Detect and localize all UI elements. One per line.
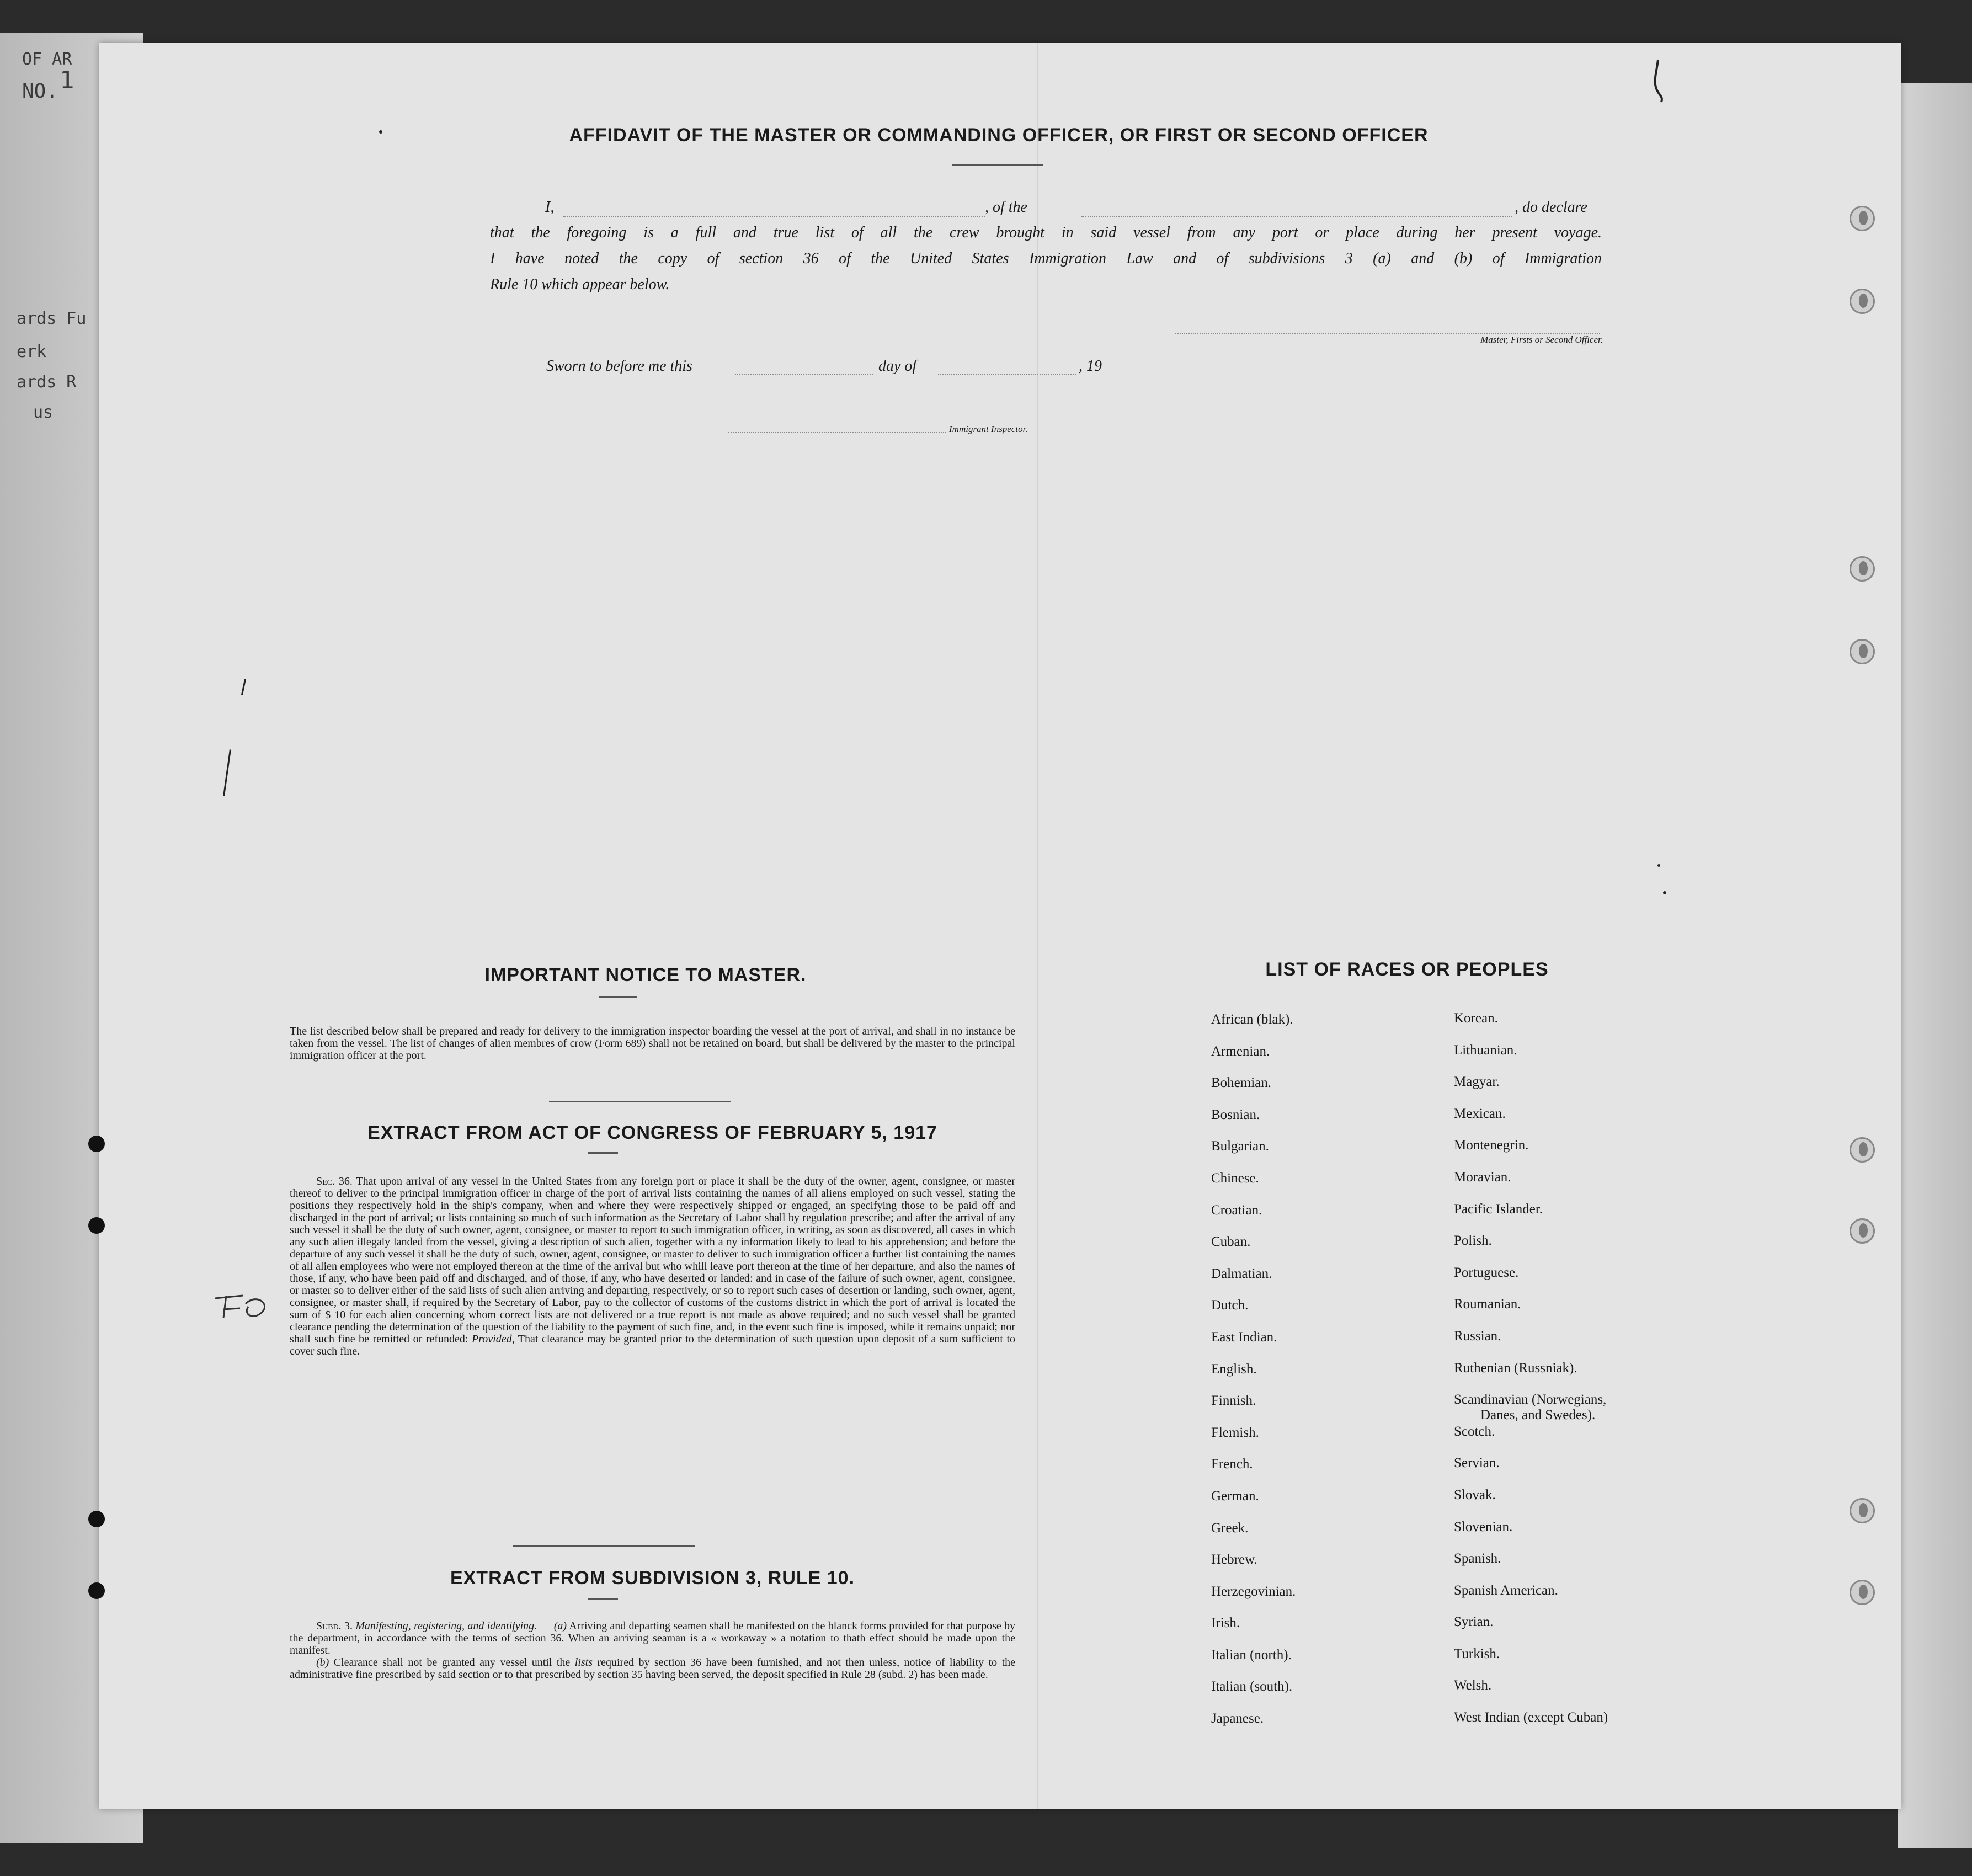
scrap-text: ards Fu (17, 309, 87, 328)
eyelet-hole (1850, 289, 1875, 314)
punch-hole (88, 1582, 105, 1599)
ink-scribble (1647, 57, 1669, 106)
act-sec-label: Sec. 36. (316, 1175, 353, 1187)
affidavit-line-2: that the foregoing is a full and true list of all the crew brought in said vessel from any port or place during her present voyage. (490, 224, 1602, 241)
act-rule (588, 1152, 618, 1154)
race-item: Irish. (1211, 1616, 1240, 1631)
sworn-year: , 19 (1079, 358, 1102, 375)
race-item: East Indian. (1211, 1329, 1277, 1345)
para-b-1: Clearance shall not be granted any vessel until the (333, 1656, 571, 1669)
eyelet-hole (1850, 1137, 1875, 1163)
race-item: Finnish. (1211, 1393, 1256, 1409)
race-item: German. (1211, 1488, 1259, 1504)
race-item: African (blak). (1211, 1012, 1293, 1027)
punch-hole (88, 1511, 105, 1527)
race-item: Cuban. (1211, 1234, 1251, 1250)
race-item: Scotch. (1454, 1424, 1495, 1439)
eyelet-hole (1850, 639, 1875, 664)
race-item: Roumanian. (1454, 1297, 1521, 1312)
rule-rule (588, 1598, 618, 1600)
master-signature-line[interactable] (1175, 333, 1600, 334)
race-item: Polish. (1454, 1233, 1492, 1249)
section-divider (513, 1545, 695, 1547)
scrap-text: erk (17, 342, 47, 361)
affidavit-title: AFFIDAVIT OF THE MASTER OR COMMANDING OFFICER, OR FIRST OR SECOND OFFICER (569, 125, 1429, 146)
pencil-mark (241, 679, 246, 695)
scrap-text: ards R (17, 372, 77, 392)
sworn-prefix: Sworn to before me this (546, 358, 692, 375)
affidavit-of-the: , of the (985, 199, 1027, 216)
race-item-group (1454, 1392, 1730, 1424)
scrap-text: OF AR (22, 50, 72, 69)
race-item: English. (1211, 1361, 1257, 1377)
race-item: Dalmatian. (1211, 1266, 1272, 1281)
race-item: Bulgarian. (1211, 1139, 1269, 1154)
para-b-2: required by section 36 have been furnished, and not then unless, notice of liability to the administrative fine prescribed by said section or to that prescribed by section 35 having been served, the deposit specified in Rule 28 (subd. 2) has been made. (290, 1656, 1016, 1681)
notice-heading: IMPORTANT NOTICE TO MASTER. (484, 964, 807, 985)
race-item: Turkish. (1454, 1646, 1500, 1661)
notice-text: The list described below shall be prepared and ready for delivery to the immigration inspector boarding the vessel at the port of arrival, and shall in no instance be taken from the vessel. The list of changes of alien membres of crow (Form 689) shall not be retained on board, but shall be delivered by the master to the principal immigration officer at the port. (290, 1025, 1015, 1062)
inspector-label: Immigrant Inspector. (949, 424, 1028, 434)
punch-hole (88, 1217, 105, 1234)
pencil-initials (210, 1287, 281, 1326)
race-item: Montenegrin. (1454, 1138, 1529, 1153)
race-item: Croatian. (1211, 1202, 1262, 1218)
race-item: Chinese. (1211, 1170, 1259, 1186)
race-item: Moravian. (1454, 1169, 1511, 1185)
race-item: Magyar. (1454, 1074, 1500, 1090)
name-field-line[interactable] (563, 216, 985, 217)
form-page (99, 43, 1901, 1809)
race-item: French. (1211, 1457, 1253, 1472)
ink-dot (1657, 864, 1660, 867)
race-item: Russian. (1454, 1328, 1501, 1344)
race-item: Scandinavian (Norwegians, (1454, 1392, 1607, 1408)
race-item: Ruthenian (Russniak). (1454, 1360, 1577, 1376)
para-b-lists: lists (574, 1656, 593, 1669)
race-item: Syrian. (1454, 1614, 1494, 1630)
race-item: Herzegovinian. (1211, 1584, 1296, 1599)
eyelet-hole (1850, 556, 1875, 582)
sworn-day-line[interactable] (735, 374, 873, 375)
race-item-continuation: Danes, and Swedes). (1480, 1408, 1596, 1423)
para-b-label: (b) (316, 1656, 329, 1669)
race-item: West Indian (except Cuban) (1454, 1710, 1608, 1725)
race-item: Spanish. (1454, 1551, 1501, 1566)
race-item: Hebrew. (1211, 1552, 1257, 1568)
punch-hole (88, 1136, 105, 1152)
race-item: Flemish. (1211, 1425, 1259, 1440)
act-text (290, 1175, 1015, 1357)
rule-heading: EXTRACT FROM SUBDIVISION 3, RULE 10. (450, 1568, 855, 1589)
race-item: Pacific Islander. (1454, 1201, 1543, 1217)
affidavit-line-4: Rule 10 which appear below. (490, 276, 670, 293)
act-body-end: That clearance may be granted prior to the determination of such question upon deposit of a sum sufficient to cover such fine. (290, 1333, 1016, 1357)
races-left-column (1211, 1012, 1432, 1743)
sworn-day-of: day of (878, 358, 917, 375)
race-item: Lithuanian. (1454, 1042, 1517, 1058)
race-item: Slovak. (1454, 1487, 1496, 1502)
race-item: Mexican. (1454, 1106, 1506, 1121)
master-signature-label: Master, Firsts or Second Officer. (1480, 334, 1603, 345)
act-provided: Provided, (472, 1333, 515, 1345)
para-a: Arriving and departing seamen shall be manifested on the blanck forms provided for that purpose by the department, in accordance with the terms of section 36. When an arriving seaman is a « workaway » a notation to thath effect should be made upon the manifest. (290, 1620, 1016, 1656)
race-item: Japanese. (1211, 1711, 1264, 1726)
subd-title: Manifesting, registering, and identifying. (355, 1620, 537, 1632)
scrap-text: us (33, 403, 54, 422)
affidavit-declare: , do declare (1515, 199, 1587, 216)
scrap-text: 1 (60, 66, 74, 94)
race-item: Slovenian. (1454, 1519, 1513, 1534)
race-item: Dutch. (1211, 1298, 1249, 1313)
affidavit-line-3: I have noted the copy of section 36 of the United States Immigration Law and of subdivisions 3 (a) and (b) of Immigration (490, 250, 1602, 267)
race-item: Bosnian. (1211, 1107, 1260, 1122)
race-item: Spanish American. (1454, 1582, 1558, 1598)
race-item: Welsh. (1454, 1678, 1492, 1693)
rule-text: Subd. 3. Manifesting, registering, and identifying. — (a) Arriving and departing seamen shall be manifested on the blanck forms provided for that purpose by the department, in accordance with the terms of section 36. When an arriving seaman is a « workaway » a notation to thath effect should be made upon the manifest. (b) Clearance shall not be granted any vessel until the lists required by section 36 have been furnished, and not then unless, notice of liability to the administrative fine prescribed by said section or to that prescribed by section 35 having been served, the deposit specified in Rule 28 (subd. 2) has been made. (290, 1620, 1016, 1681)
eyelet-hole (1850, 1218, 1875, 1244)
race-item: Korean. (1454, 1011, 1498, 1026)
scrap-text: NO. (22, 80, 58, 103)
pencil-mark (223, 749, 231, 796)
race-item: Servian. (1454, 1456, 1500, 1471)
vessel-field-line[interactable] (1081, 216, 1512, 217)
paper-fold (1037, 43, 1038, 1809)
race-item: Portuguese. (1454, 1265, 1519, 1280)
subd-label: Subd. 3. (316, 1620, 353, 1632)
race-item: Italian (south). (1211, 1679, 1293, 1694)
act-heading: EXTRACT FROM ACT OF CONGRESS OF FEBRUARY 5, 1917 (367, 1122, 937, 1143)
section-divider (549, 1101, 731, 1102)
race-item: Greek. (1211, 1520, 1249, 1536)
races-heading: LIST OF RACES OR PEOPLES (1265, 959, 1549, 980)
act-body: That upon arrival of any vessel in the United States from any foreign port or place it shall be the duty of the owner, agent, consignee, or master thereof to deliver to the principal immigration officer in charge of the port of arrival lists containing the names of all aliens employed on such vessel, stating the positions they respectively hold in the ship's company, when and where they were respectively shipped or engaged, an specifying those to be paid off and discharged in the port of arrival; or lists containing so much of such information as the Secretary of Labor shall by regulation prescribe; and after the arrival of any such vessel it shall be the duty of such owner, agent, consignee, or master to report to such immigration officer, in writing, as soon as discovered, all cases in which any such alien illegaly landed from the vessel, giving a description of such alien, together with a ny information likely to lead to his apprehension; and before the departure of any such vessel it shall be the duty of such, owner, agent, consignee, or master to deliver to such immigration officer a further list containing the names of all alien employees who were not employed thereon at the time of the arrival but who whill leave port thereon at the time of her departure, and also the names of those, if any, who have been paid off and discharged, and of those, if any, who have deserted or landed: and in case of the failure of such owner, agent, consignee, or master so to deliver either of the said lists of such alien arriving and departing, respectively, or so to report such cases of desertion or landing, such owner, agent, consignee, or master shall, if required by the Secretary of Labor, pay to the collector of customs of the customs district in which the port of arrival is located the sum of $ 10 for each alien concerning whom correct lists are not delivered or a true report is not made as above required; and no such vessel shall be granted clearance pending the determination of the question of the liability to the payment of such fine, and, in the event such fine is imposed, while it remains unpaid; nor shall such fine be remitted or refunded: (290, 1175, 1016, 1345)
sworn-month-line[interactable] (938, 374, 1076, 375)
inspector-signature-line[interactable] (728, 432, 946, 433)
race-item: Italian (north). (1211, 1647, 1292, 1662)
eyelet-hole (1850, 1498, 1875, 1523)
race-item: Armenian. (1211, 1043, 1270, 1059)
notice-rule (599, 996, 637, 998)
race-item: Bohemian. (1211, 1075, 1272, 1091)
eyelet-hole (1850, 1580, 1875, 1605)
ink-dot (1663, 891, 1666, 894)
ink-dot (379, 130, 382, 134)
races-right-column (1454, 1011, 1730, 1742)
eyelet-hole (1850, 206, 1875, 231)
affidavit-i: I, (545, 199, 555, 216)
underlying-page-right (1898, 83, 1972, 1848)
title-rule (952, 164, 1043, 166)
para-a-label: (a) (553, 1620, 567, 1632)
